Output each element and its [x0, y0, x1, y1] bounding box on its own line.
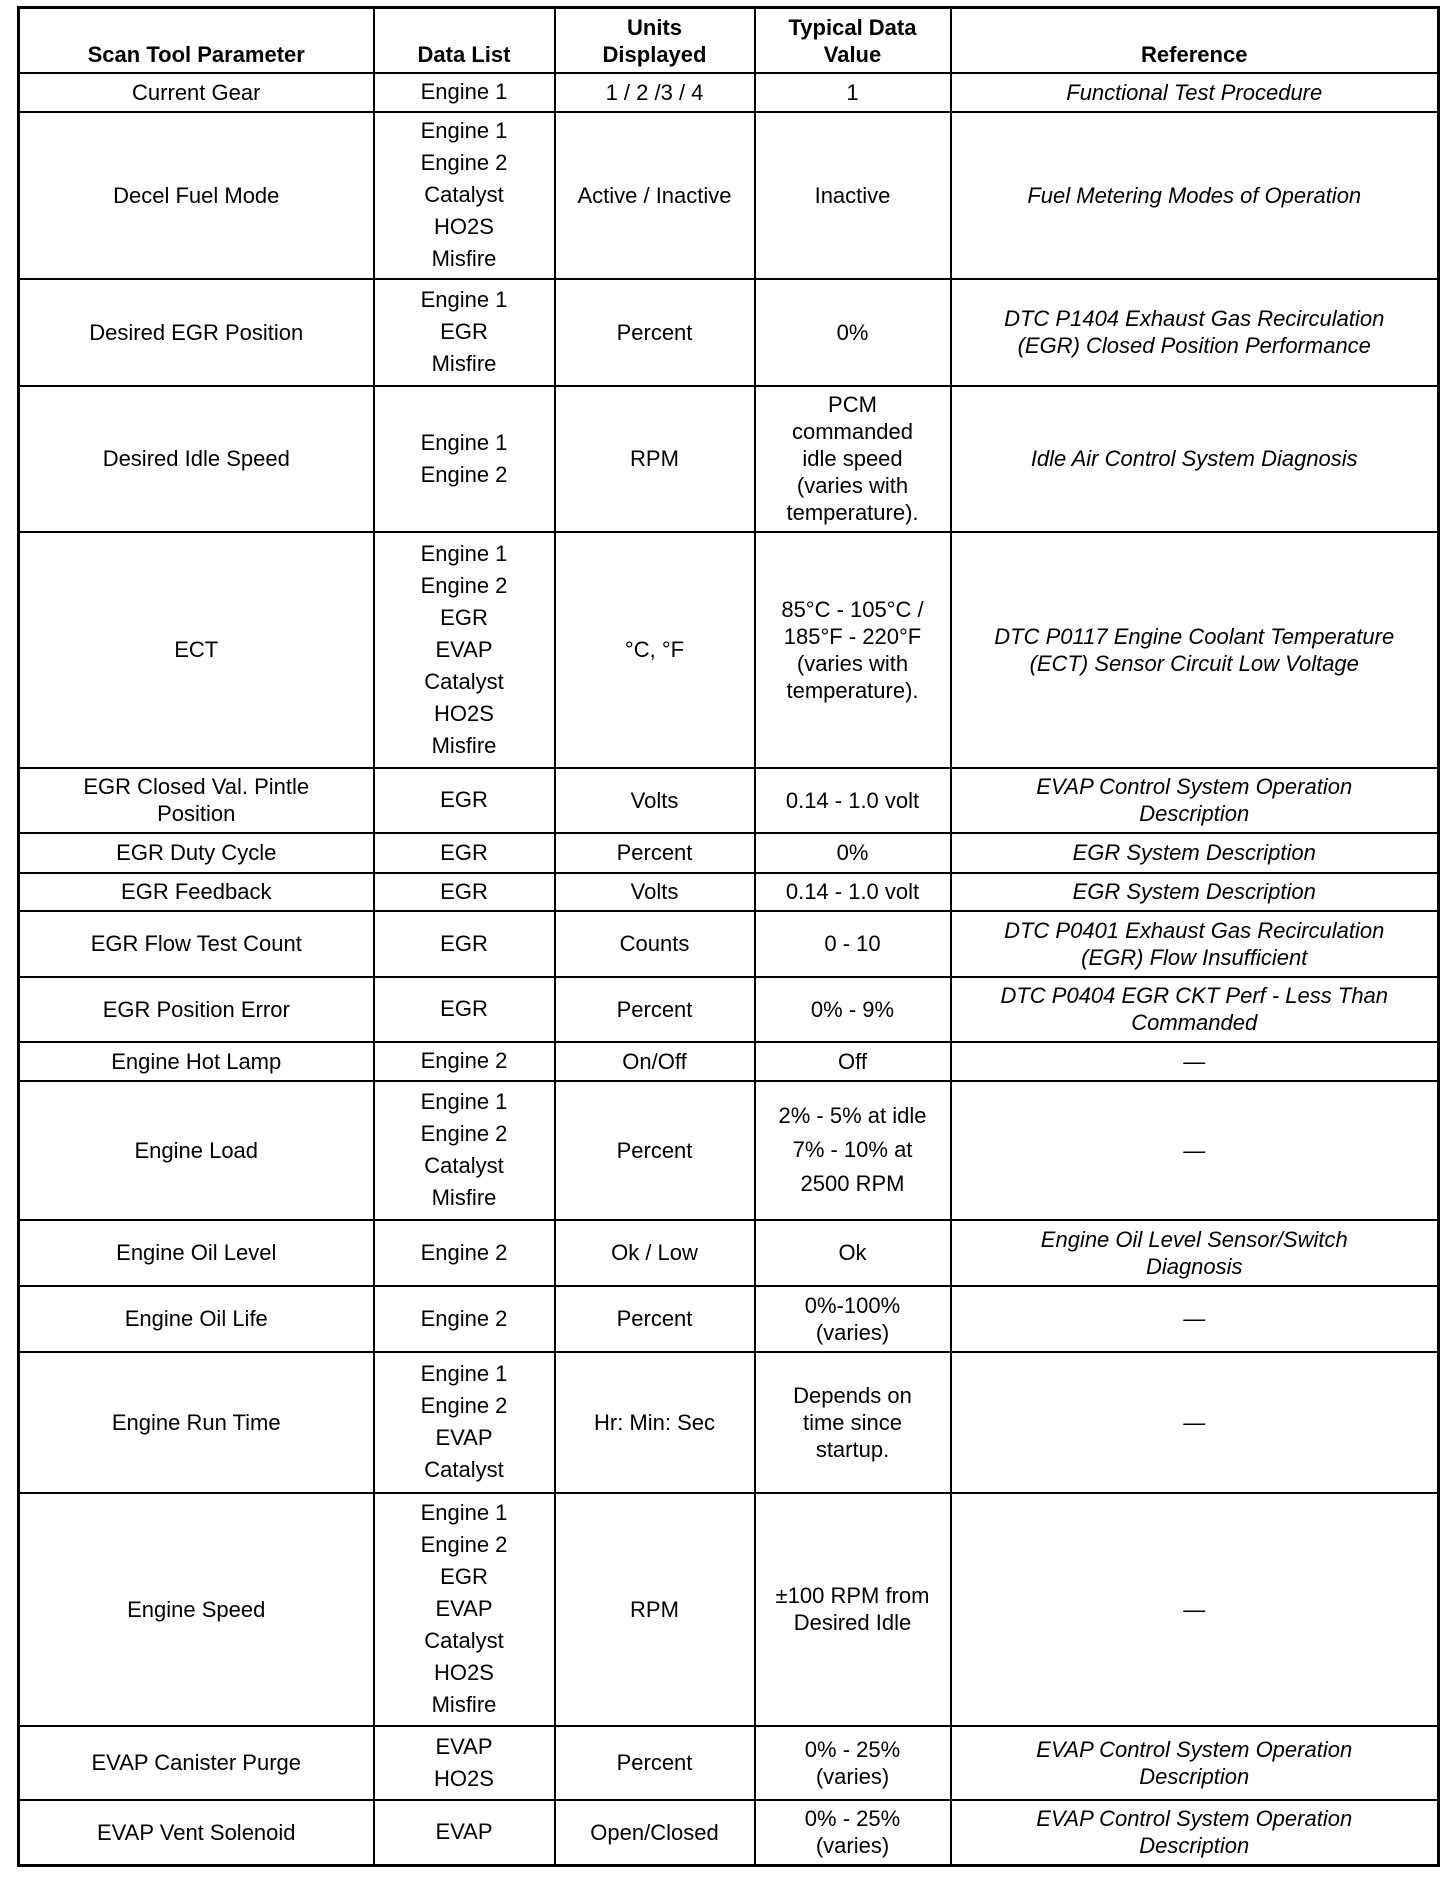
data-list-cell: [374, 768, 555, 833]
reference-cell: [951, 768, 1439, 833]
cell-text: On/Off: [622, 1048, 687, 1074]
units-cell: [555, 1220, 755, 1286]
typical-value-cell: [755, 279, 951, 386]
cell-text: Desired Idle Speed: [102, 446, 290, 471]
cell-text: 185°F - 220°F: [783, 623, 922, 649]
header-text: Displayed: [602, 41, 707, 67]
cell-text: Engine 1: [420, 429, 508, 455]
cell-text: EGR: [440, 930, 488, 956]
cell-text: —: [1183, 1306, 1206, 1331]
cell-text: Engine 2: [420, 461, 508, 487]
typical-value-cell: [755, 386, 951, 532]
cell-text: —: [1183, 1137, 1206, 1163]
cell-text: EVAP: [435, 1819, 493, 1845]
parameter-cell: [19, 1352, 374, 1493]
parameter-cell: [19, 279, 374, 386]
cell-text: —: [1183, 1048, 1206, 1074]
cell-text: (varies): [815, 1763, 890, 1789]
cell-text: 0.14 - 1.0 volt: [785, 879, 920, 904]
table-row: [19, 977, 1439, 1042]
header-reference: [951, 8, 1439, 73]
cell-text: Misfire: [431, 732, 497, 758]
reference-cell: [951, 1220, 1439, 1286]
cell-text: 0% - 9%: [810, 996, 895, 1022]
cell-text: Engine 2: [420, 1532, 508, 1557]
cell-text: Inactive: [814, 182, 891, 208]
table-row: [19, 1220, 1439, 1286]
header-text: Units: [627, 14, 682, 40]
units-cell: [555, 73, 755, 112]
cell-text: Position: [157, 801, 236, 826]
table-row: [19, 386, 1439, 532]
typical-value-cell: [755, 1286, 951, 1352]
cell-text: Percent: [616, 319, 693, 345]
cell-text: Percent: [616, 840, 693, 865]
cell-text: EGR: [440, 319, 488, 344]
data-list-cell: [374, 873, 555, 911]
cell-text: Open/Closed: [590, 1819, 719, 1845]
cell-text: Description: [1139, 1833, 1250, 1859]
reference-cell: [951, 1726, 1439, 1800]
cell-text: Engine 2: [420, 1393, 508, 1418]
cell-text: Functional Test Procedure: [1066, 79, 1323, 105]
cell-text: 0%-100%: [804, 1292, 901, 1318]
cell-text: Engine Oil Level: [116, 1240, 277, 1265]
cell-text: Fuel Metering Modes of Operation: [1027, 182, 1362, 208]
cell-text: startup.: [815, 1436, 890, 1462]
data-list-cell: [374, 532, 555, 768]
parameter-cell: [19, 1220, 374, 1286]
header-row: [19, 8, 1439, 73]
parameter-cell: [19, 1286, 374, 1352]
typical-value-cell: [755, 911, 951, 977]
header-text: Reference: [1141, 41, 1248, 67]
data-list-cell: [374, 73, 555, 112]
table-row: [19, 112, 1439, 279]
cell-text: Ok: [838, 1240, 867, 1265]
cell-text: Off: [838, 1048, 867, 1074]
parameter-cell: [19, 911, 374, 977]
data-list-cell: [374, 911, 555, 977]
cell-text: 0%: [836, 840, 869, 865]
cell-text: 1 / 2 /3 / 4: [605, 79, 704, 105]
cell-text: (varies): [815, 1833, 890, 1859]
cell-text: Counts: [619, 931, 690, 956]
cell-text: PCM: [828, 392, 877, 417]
units-cell: [555, 1726, 755, 1800]
cell-text: 0% - 25%: [804, 1806, 901, 1832]
header-data-list: [374, 8, 555, 73]
cell-text: temperature).: [786, 500, 919, 525]
cell-text: idle speed: [802, 446, 903, 471]
cell-text: EGR Position Error: [102, 996, 290, 1022]
cell-text: HO2S: [434, 1765, 494, 1791]
reference-cell: [951, 1042, 1439, 1081]
cell-text: Percent: [616, 1137, 693, 1163]
cell-text: 85°C - 105°C /: [781, 596, 924, 622]
typical-value-cell: [755, 73, 951, 112]
reference-cell: [951, 977, 1439, 1042]
units-cell: [555, 1286, 755, 1352]
table-row: [19, 1042, 1439, 1081]
cell-text: DTC P0117 Engine Coolant Temperature: [994, 623, 1395, 649]
reference-cell: [951, 1286, 1439, 1352]
typical-value-cell: [755, 768, 951, 833]
cell-text: Engine Oil Level Sensor/Switch: [1040, 1226, 1348, 1252]
cell-text: RPM: [630, 1596, 679, 1622]
units-cell: [555, 386, 755, 532]
parameter-cell: [19, 873, 374, 911]
scan-tool-data-table: [17, 6, 1440, 1867]
cell-text: Hr: Min: Sec: [593, 1409, 716, 1435]
typical-value-cell: [755, 1081, 951, 1220]
typical-value-cell: [755, 532, 951, 768]
cell-text: EGR: [440, 787, 488, 812]
parameter-cell: [19, 1081, 374, 1220]
cell-text: EGR System Description: [1072, 879, 1316, 904]
units-cell: [555, 532, 755, 768]
header-typical-data-value: [755, 8, 951, 73]
parameter-cell: [19, 73, 374, 112]
cell-text: Misfire: [431, 1185, 497, 1210]
cell-text: Description: [1139, 801, 1250, 826]
cell-text: ±100 RPM from: [775, 1583, 930, 1608]
units-cell: [555, 833, 755, 873]
header-text: Data List: [417, 41, 511, 67]
data-list-cell: [374, 977, 555, 1042]
cell-text: Desired EGR Position: [89, 319, 304, 345]
cell-text: EVAP: [435, 636, 493, 662]
cell-text: Current Gear: [132, 79, 261, 105]
data-list-cell: [374, 1286, 555, 1352]
table-row: [19, 833, 1439, 873]
parameter-cell: [19, 112, 374, 279]
cell-text: ECT: [174, 637, 219, 662]
cell-text: EGR Closed Val. Pintle: [83, 774, 310, 799]
data-list-cell: [374, 279, 555, 386]
reference-cell: [951, 1081, 1439, 1220]
cell-text: EVAP Control System Operation: [1036, 1736, 1353, 1762]
cell-text: RPM: [630, 446, 679, 471]
cell-text: 0%: [836, 319, 869, 345]
table-row: [19, 911, 1439, 977]
table-row: [19, 73, 1439, 112]
cell-text: Engine 2: [420, 1305, 508, 1331]
cell-text: Active / Inactive: [577, 182, 732, 208]
table-row: [19, 1286, 1439, 1352]
cell-text: EVAP: [435, 1596, 493, 1621]
cell-text: Volts: [630, 879, 679, 904]
table-row: [19, 532, 1439, 768]
parameter-cell: [19, 1800, 374, 1866]
cell-text: EGR: [440, 1564, 488, 1589]
cell-text: Decel Fuel Mode: [113, 182, 280, 208]
units-cell: [555, 977, 755, 1042]
reference-cell: [951, 911, 1439, 977]
parameter-cell: [19, 532, 374, 768]
cell-text: —: [1183, 1596, 1206, 1622]
cell-text: EVAP Canister Purge: [91, 1750, 301, 1775]
cell-text: Misfire: [431, 246, 497, 271]
reference-cell: [951, 112, 1439, 279]
cell-text: DTC P0404 EGR CKT Perf - Less Than: [1000, 983, 1389, 1008]
cell-text: HO2S: [434, 1660, 494, 1685]
cell-text: Catalyst: [424, 182, 504, 207]
reference-cell: [951, 73, 1439, 112]
cell-text: EVAP Control System Operation: [1036, 1806, 1353, 1832]
cell-text: Volts: [630, 787, 679, 813]
cell-text: EGR: [440, 604, 488, 630]
cell-text: EGR Feedback: [121, 879, 272, 904]
data-list-cell: [374, 1726, 555, 1800]
cell-text: (varies with: [796, 473, 909, 498]
cell-text: Percent: [616, 1750, 693, 1775]
cell-text: Engine 2: [420, 1239, 508, 1265]
cell-text: EGR Flow Test Count: [90, 931, 302, 956]
typical-value-cell: [755, 1726, 951, 1800]
data-list-cell: [374, 833, 555, 873]
header-scan-tool-parameter: [19, 8, 374, 73]
cell-text: Misfire: [431, 1692, 497, 1717]
units-cell: [555, 1800, 755, 1866]
cell-text: 7% - 10% at: [792, 1137, 913, 1162]
cell-text: °C, °F: [624, 637, 685, 662]
cell-text: Catalyst: [424, 1628, 504, 1653]
table-row: [19, 768, 1439, 833]
cell-text: EGR: [440, 839, 488, 865]
cell-text: 2500 RPM: [800, 1171, 905, 1196]
cell-text: (EGR) Closed Position Performance: [1017, 333, 1371, 358]
reference-cell: [951, 532, 1439, 768]
header-units-displayed: [555, 8, 755, 73]
units-cell: [555, 1493, 755, 1726]
typical-value-cell: [755, 1042, 951, 1081]
typical-value-cell: [755, 1800, 951, 1866]
cell-text: Idle Air Control System Diagnosis: [1030, 446, 1358, 471]
units-cell: [555, 1352, 755, 1493]
parameter-cell: [19, 1493, 374, 1726]
typical-value-cell: [755, 1493, 951, 1726]
cell-text: (ECT) Sensor Circuit Low Voltage: [1029, 650, 1359, 676]
reference-cell: [951, 279, 1439, 386]
cell-text: Percent: [616, 996, 693, 1022]
data-list-cell: [374, 1800, 555, 1866]
units-cell: [555, 911, 755, 977]
reference-cell: [951, 833, 1439, 873]
data-list-cell: [374, 1081, 555, 1220]
reference-cell: [951, 1352, 1439, 1493]
cell-text: Engine Speed: [127, 1596, 266, 1622]
typical-value-cell: [755, 112, 951, 279]
parameter-cell: [19, 768, 374, 833]
table-row: [19, 873, 1439, 911]
cell-text: Catalyst: [424, 1153, 504, 1178]
cell-text: (varies with: [796, 650, 909, 676]
cell-text: Engine 1: [420, 1361, 508, 1386]
cell-text: Engine Load: [134, 1137, 259, 1163]
cell-text: Engine 2: [420, 572, 508, 598]
data-list-cell: [374, 112, 555, 279]
cell-text: Commanded: [1131, 1010, 1258, 1035]
cell-text: Diagnosis: [1145, 1253, 1243, 1279]
units-cell: [555, 768, 755, 833]
parameter-cell: [19, 977, 374, 1042]
table-row: [19, 1081, 1439, 1220]
data-list-cell: [374, 1220, 555, 1286]
cell-text: Desired Idle: [793, 1610, 912, 1635]
typical-value-cell: [755, 1352, 951, 1493]
parameter-cell: [19, 1726, 374, 1800]
cell-text: commanded: [791, 419, 914, 444]
table-body: [19, 73, 1439, 1866]
cell-text: Engine 2: [420, 1121, 508, 1146]
cell-text: Engine Hot Lamp: [111, 1048, 282, 1074]
units-cell: [555, 279, 755, 386]
cell-text: 0 - 10: [824, 931, 881, 956]
cell-text: EVAP: [435, 1425, 493, 1450]
table-row: [19, 1726, 1439, 1800]
cell-text: DTC P1404 Exhaust Gas Recirculation: [1004, 306, 1385, 331]
cell-text: Description: [1139, 1763, 1250, 1789]
data-list-cell: [374, 1352, 555, 1493]
units-cell: [555, 873, 755, 911]
cell-text: Engine 1: [420, 118, 508, 143]
cell-text: EGR System Description: [1072, 840, 1316, 865]
table-row: [19, 1493, 1439, 1726]
cell-text: EGR: [440, 878, 488, 904]
cell-text: HO2S: [434, 214, 494, 239]
reference-cell: [951, 873, 1439, 911]
units-cell: [555, 1042, 755, 1081]
cell-text: Engine 2: [420, 150, 508, 175]
typical-value-cell: [755, 873, 951, 911]
data-list-cell: [374, 1042, 555, 1081]
parameter-cell: [19, 1042, 374, 1081]
cell-text: EVAP: [435, 1733, 493, 1759]
parameter-cell: [19, 833, 374, 873]
cell-text: Engine Oil Life: [124, 1306, 268, 1331]
cell-text: Engine 1: [420, 287, 508, 312]
typical-value-cell: [755, 977, 951, 1042]
cell-text: EGR: [440, 996, 488, 1021]
cell-text: Engine 2: [420, 1048, 508, 1073]
units-cell: [555, 1081, 755, 1220]
reference-cell: [951, 1800, 1439, 1866]
cell-text: EVAP Vent Solenoid: [96, 1819, 296, 1845]
typical-value-cell: [755, 1220, 951, 1286]
cell-text: Engine Run Time: [111, 1409, 281, 1435]
units-cell: [555, 112, 755, 279]
cell-text: temperature).: [786, 677, 919, 703]
cell-text: HO2S: [434, 700, 494, 726]
reference-cell: [951, 386, 1439, 532]
cell-text: Misfire: [431, 351, 497, 376]
cell-text: Engine 1: [420, 1500, 508, 1525]
header-text: Typical Data: [788, 14, 917, 40]
cell-text: Engine 1: [420, 79, 508, 104]
cell-text: Catalyst: [424, 1457, 504, 1482]
cell-text: 0.14 - 1.0 volt: [785, 787, 920, 813]
cell-text: (EGR) Flow Insufficient: [1081, 944, 1308, 970]
reference-cell: [951, 1493, 1439, 1726]
table-row: [19, 279, 1439, 386]
typical-value-cell: [755, 833, 951, 873]
cell-text: 2% - 5% at idle: [778, 1103, 927, 1128]
cell-text: EGR Duty Cycle: [116, 840, 277, 865]
cell-text: Percent: [616, 1306, 693, 1331]
cell-text: Ok / Low: [611, 1240, 698, 1265]
cell-text: DTC P0401 Exhaust Gas Recirculation: [1004, 917, 1385, 943]
cell-text: (varies): [815, 1319, 890, 1345]
header-text: Value: [823, 41, 882, 67]
table-row: [19, 1352, 1439, 1493]
cell-text: time since: [802, 1409, 903, 1435]
cell-text: Catalyst: [424, 668, 504, 694]
cell-text: 1: [846, 79, 859, 105]
parameter-cell: [19, 386, 374, 532]
data-list-cell: [374, 386, 555, 532]
cell-text: Depends on: [793, 1382, 912, 1408]
cell-text: Engine 1: [420, 540, 508, 566]
header-text: Scan Tool Parameter: [87, 41, 305, 67]
cell-text: —: [1183, 1409, 1206, 1435]
cell-text: 0% - 25%: [804, 1736, 901, 1762]
cell-text: EVAP Control System Operation: [1036, 774, 1353, 799]
cell-text: Engine 1: [420, 1089, 508, 1114]
data-list-cell: [374, 1493, 555, 1726]
table-row: [19, 1800, 1439, 1866]
